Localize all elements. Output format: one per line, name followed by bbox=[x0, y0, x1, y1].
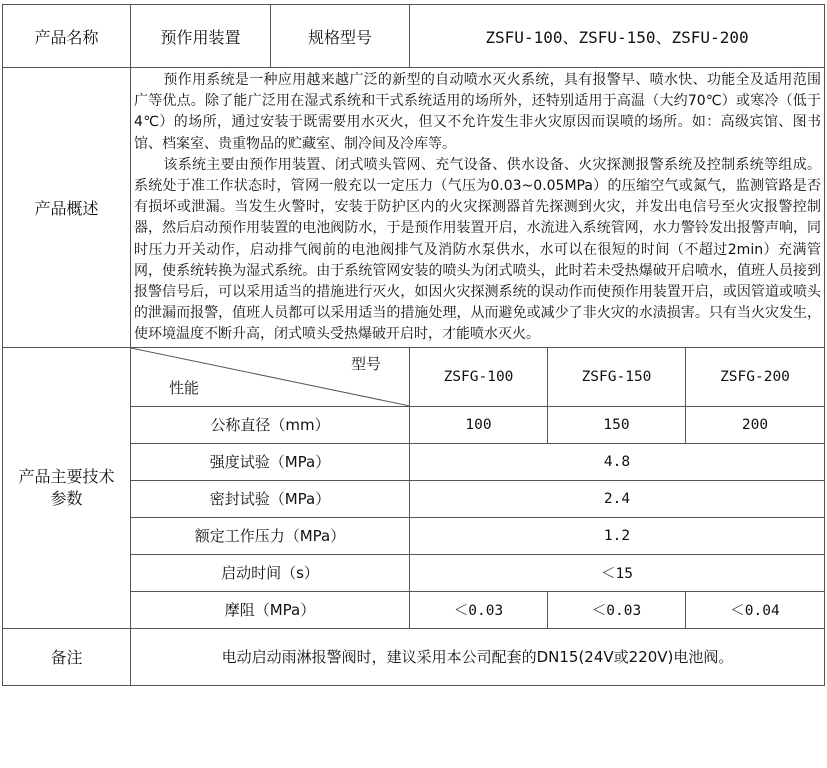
params-corner-cell bbox=[131, 347, 410, 406]
param-value: ＜0.04 bbox=[686, 591, 825, 628]
param-name: 强度试验（MPa） bbox=[131, 443, 410, 480]
param-value: 2.4 bbox=[410, 480, 825, 517]
param-name: 额定工作压力（MPa） bbox=[131, 517, 410, 554]
param-value: 100 bbox=[410, 406, 548, 443]
param-value: ＜0.03 bbox=[410, 591, 548, 628]
model-col-1: ZSFG-100 bbox=[410, 347, 548, 406]
model-label: 规格型号 bbox=[271, 5, 410, 68]
param-value: 1.2 bbox=[410, 517, 825, 554]
param-name: 公称直径（mm） bbox=[131, 406, 410, 443]
spec-sheet bbox=[2, 4, 824, 764]
model-col-2: ZSFG-150 bbox=[548, 347, 686, 406]
product-name-label: 产品名称 bbox=[3, 5, 131, 68]
note-label: 备注 bbox=[3, 628, 131, 685]
param-name: 摩阻（MPa） bbox=[131, 591, 410, 628]
param-name: 密封试验（MPa） bbox=[131, 480, 410, 517]
header-row bbox=[3, 5, 825, 68]
corner-model-label: 型号 bbox=[350, 354, 381, 373]
overview-text bbox=[131, 68, 825, 348]
param-value: 150 bbox=[548, 406, 686, 443]
params-header-row bbox=[3, 347, 825, 406]
note-text: 电动启动雨淋报警阀时，建议采用本公司配套的DN15(24V或220V)电池阀。 bbox=[131, 628, 825, 685]
overview-paragraph-2: 该系统主要由预作用装置、闭式喷头管网、充气设备、供水设备、火灾探测报警系统及控制系统等组成。系统处于准工作状态时，管网一般充以一定压力（气压为0.03~0.05MPa）的压缩空气或氮气，监测管路是否有损坏或泄漏。当发生火警时，安装于防护区内的火灾探测器首先探测到火灾，并发出电信号至火灾报警控制器，然后启动预作用装置的电池阀防水，于是预作用装置开启，水流进入系统管网，水力警铃发出报警声响，同时压力开关动作，启动排气阀前的电池阀排气及消防水泵供水，水可以在很短的时间（不超过2min）充满管网，使系统转换为湿式系统。由于系统管网安装的喷头为闭式喷头，此时若未受热爆破开启喷水，值班人员接到报警信号后，可以采用适当的措施进行灭火，如因火灾探测系统的误动作而使预作用装置开启，或因管道或喷头的泄漏而报警，值班人员都可以采用适当的措施处理，从而避免或减少了非火灾的水渍损害。只有当火灾发生，使环境温度不断升高，闭式喷头受热爆破开启时，才能喷水灭火。 bbox=[134, 156, 822, 343]
param-name: 启动时间（s） bbox=[131, 554, 410, 591]
corner-performance-label: 性能 bbox=[169, 378, 200, 397]
params-label-text: 产品主要技术参数 bbox=[18, 466, 115, 508]
param-value: ＜0.03 bbox=[548, 591, 686, 628]
note-row bbox=[3, 628, 825, 685]
model-value: ZSFU-100、ZSFU-150、ZSFU-200 bbox=[410, 5, 825, 68]
overview-row bbox=[3, 68, 825, 348]
params-label bbox=[3, 347, 131, 628]
param-value: 4.8 bbox=[410, 443, 825, 480]
model-col-3: ZSFG-200 bbox=[686, 347, 825, 406]
param-value: ＜15 bbox=[410, 554, 825, 591]
param-value: 200 bbox=[686, 406, 825, 443]
overview-label: 产品概述 bbox=[3, 68, 131, 348]
product-name-value: 预作用装置 bbox=[131, 5, 271, 68]
overview-paragraph-1: 预作用系统是一种应用越来越广泛的新型的自动喷水灭火系统，具有报警早、喷水快、功能全及适用范围广等优点。除了能广泛用在湿式系统和干式系统适用的场所外，还特别适用于高温（大约70℃）或寒冷（低于4℃）的场所，通过安装于既需要用水灭火，但又不允许发生非火灾原因而误喷的场所。如：高级宾馆、图书馆、档案室、贵重物品的贮藏室、制冷间及冷库等。 bbox=[134, 72, 822, 152]
spec-table bbox=[2, 4, 825, 686]
